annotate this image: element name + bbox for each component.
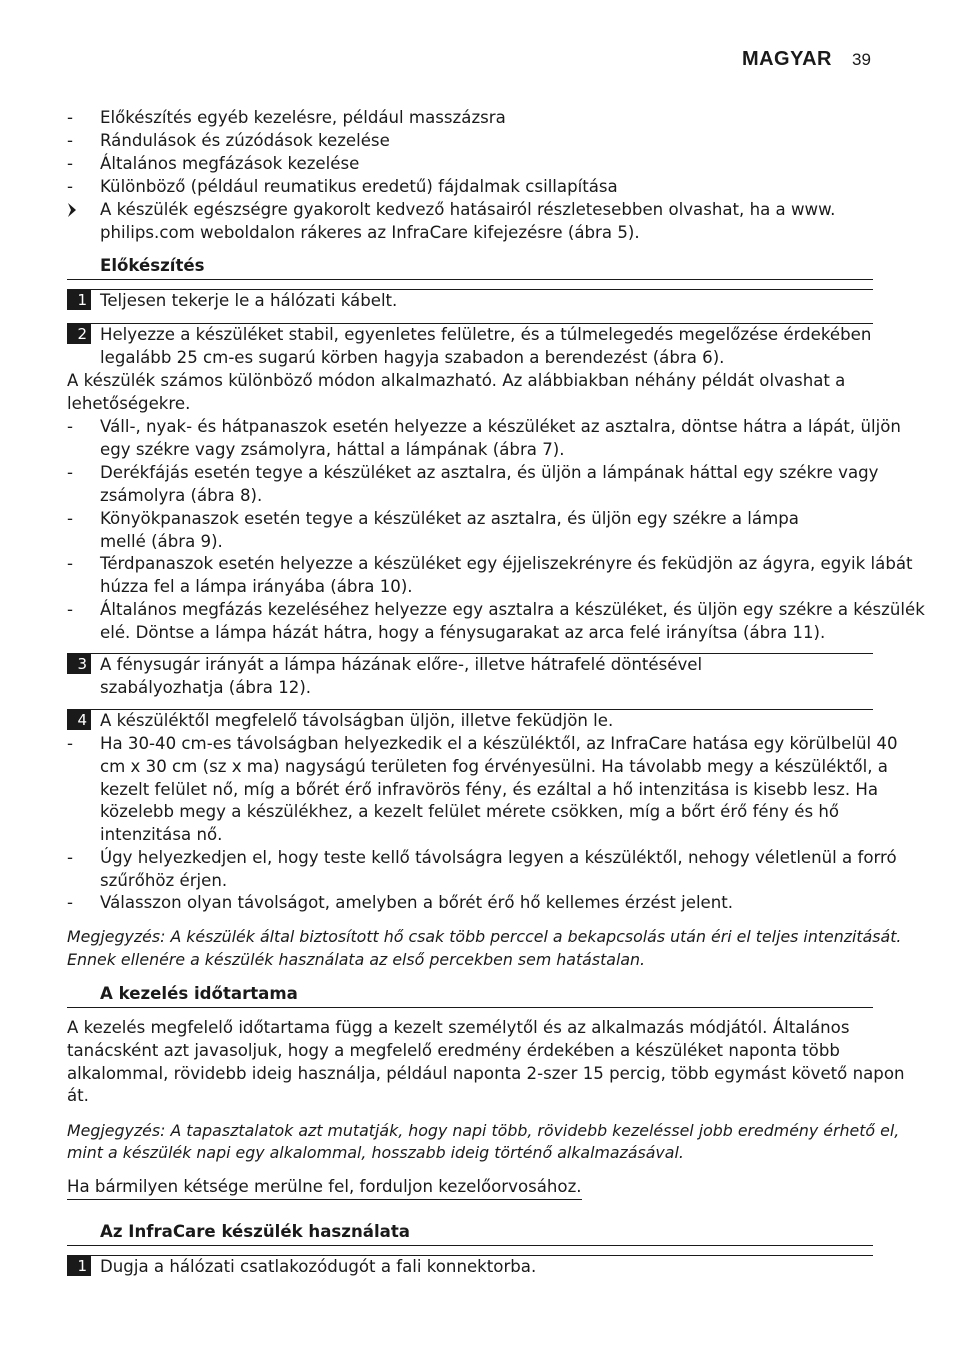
section-title-use: Az InfraCare készülék használata <box>100 1222 410 1241</box>
step-number: 1 <box>67 1256 91 1276</box>
note-line: Ennek ellenére a készülék használata az első percekben sem hatástalan. <box>67 950 646 969</box>
list-item-cont: intenzitása nő. <box>100 825 223 844</box>
list-item: Derékfájás esetén tegye a készüléket az asztalra, és üljön a lámpának háttal egy székre vagy <box>100 463 879 482</box>
list-item-cont: zsámolyra (ábra 8). <box>100 486 263 505</box>
step-number: 1 <box>67 290 91 310</box>
step-text: szabályozhatja (ábra 12). <box>100 678 312 697</box>
step-text: A készüléktől megfelelő távolságban üljön, illetve feküdjön le. <box>100 711 614 730</box>
list-item-cont: mellé (ábra 9). <box>100 532 223 551</box>
step-text: Dugja a hálózati csatlakozódugót a fali konnektorba. <box>100 1257 537 1276</box>
section-title-prep: Előkészítés <box>100 256 205 275</box>
section-rule <box>67 279 873 280</box>
bullet-arrow-icon <box>67 202 81 218</box>
list-item: Válasszon olyan távolságot, amelyben a bőrét érő hő kellemes érzést jelent. <box>100 893 734 912</box>
list-item-cont: közelebb megy a készülékhez, a kezelt felület mérete csökken, míg a bőrt érő fény és hő <box>100 802 840 821</box>
dash-marker: - <box>67 509 73 528</box>
note-line: mint a készülék napi egy alkalommal, hosszabb ideig történő alkalmazásával. <box>67 1143 684 1162</box>
list-item-cont: szűrőhöz érjen. <box>100 871 228 890</box>
paragraph-line: át. <box>67 1086 89 1105</box>
list-item-cont: elé. Döntse a lámpa házát hátra, hogy a fénysugarakat az arca felé irányítsa (ábra 11). <box>100 623 826 642</box>
section-rule <box>67 1245 873 1246</box>
dash-marker: - <box>67 131 73 150</box>
paragraph-line: tanácsként azt javasoljuk, hogy a megfelelő eredmény érdekében a készüléket naponta több <box>67 1041 840 1060</box>
section-title-duration: A kezelés időtartama <box>100 984 298 1003</box>
paragraph-line: A kezelés megfelelő időtartama függ a kezelt személytől és az alkalmazás módjától. Általános <box>67 1018 850 1037</box>
list-item-cont: egy székre vagy zsámolyra, háttal a lámpának (ábra 7). <box>100 440 565 459</box>
header-language: MAGYAR <box>741 48 832 70</box>
list-item: Általános megfázás kezeléséhez helyezze egy asztalra a készüléket, és üljön egy székre a készülék <box>100 600 925 619</box>
section-rule <box>67 1007 873 1008</box>
list-item-cont: húzza fel a lámpa irányába (ábra 10). <box>100 577 413 596</box>
step-text: Helyezze a készüléket stabil, egyenletes felületre, és a túlmelegedés megelőzése érdekében <box>100 325 872 344</box>
dash-marker: - <box>67 600 73 619</box>
step-text: legalább 25 cm-es sugarú körben hagyja szabadon a berendezést (ábra 6). <box>100 348 725 367</box>
dash-marker: - <box>67 463 73 482</box>
info-line: A készülék egészségre gyakorolt kedvező hatásairól részletesebben olvashat, ha a www. <box>100 200 836 219</box>
dash-marker: - <box>67 417 73 436</box>
list-item: Előkészítés egyéb kezelésre, például masszázsra <box>100 108 506 127</box>
dash-marker: - <box>67 893 73 912</box>
list-item: Rándulások és zúzódások kezelése <box>100 131 390 150</box>
list-item: Úgy helyezkedjen el, hogy teste kellő távolságra legyen a készüléktől, nehogy véletlenül a forró <box>100 848 897 867</box>
list-item-cont: cm x 30 cm (sz x ma) nagyságú területen fog érvényesülni. Ha távolabb megy a készüléktől, a <box>100 757 888 776</box>
step-number: 3 <box>67 654 91 674</box>
doctor-advice: Ha bármilyen kétsége merülne fel, forduljon kezelőorvosához. <box>67 1175 582 1200</box>
list-item: Különböző (például reumatikus eredetű) fájdalmak csillapítása <box>100 177 618 196</box>
dash-marker: - <box>67 734 73 753</box>
step-number: 4 <box>67 710 91 730</box>
dash-marker: - <box>67 154 73 173</box>
info-line: philips.com weboldalon rákeres az InfraCare kifejezésre (ábra 5). <box>100 223 640 242</box>
paragraph-line: A készülék számos különböző módon alkalmazható. Az alábbiakban néhány példát olvashat a <box>67 371 846 390</box>
list-item: Könyökpanaszok esetén tegye a készüléket az asztalra, és üljön egy székre a lámpa <box>100 509 799 528</box>
list-item-cont: kezelt felület nő, míg a bőrét érő infravörös fény, és ezáltal a hő intenzitása is kisebb lesz. Ha <box>100 780 879 799</box>
dash-marker: - <box>67 177 73 196</box>
step-text: A fénysugár irányát a lámpa házának előre-, illetve hátrafelé döntésével <box>100 655 703 674</box>
list-item: Váll-, nyak- és hátpanaszok esetén helyezze a készüléket az asztalra, döntse hátra a lápát, üljön <box>100 417 901 436</box>
list-item: Ha 30-40 cm-es távolságban helyezkedik el a készüléktől, az InfraCare hatása egy körülbelül 40 <box>100 734 898 753</box>
page-number: 39 <box>852 50 871 69</box>
paragraph-line: alkalommal, rövidebb ideig használja, például naponta 2-szer 15 percig, több egymást követő napon <box>67 1064 905 1083</box>
note-line: Megjegyzés: A tapasztalatok azt mutatják, hogy napi több, rövidebb kezeléssel jobb eredmény érhető el, <box>67 1121 900 1140</box>
dash-marker: - <box>67 848 73 867</box>
dash-marker: - <box>67 554 73 573</box>
note-line: Megjegyzés: A készülék által biztosított hő csak több perccel a bekapcsolás után éri el teljes intenzitását. <box>67 927 902 946</box>
paragraph-line: lehetőségekre. <box>67 394 191 413</box>
list-item: Általános megfázások kezelése <box>100 154 360 173</box>
dash-marker: - <box>67 108 73 127</box>
list-item: Térdpanaszok esetén helyezze a készüléket egy éjjeliszekrényre és feküdjön az ágyra, egyik lábát <box>100 554 913 573</box>
step-number: 2 <box>67 324 91 344</box>
step-text: Teljesen tekerje le a hálózati kábelt. <box>100 291 398 310</box>
